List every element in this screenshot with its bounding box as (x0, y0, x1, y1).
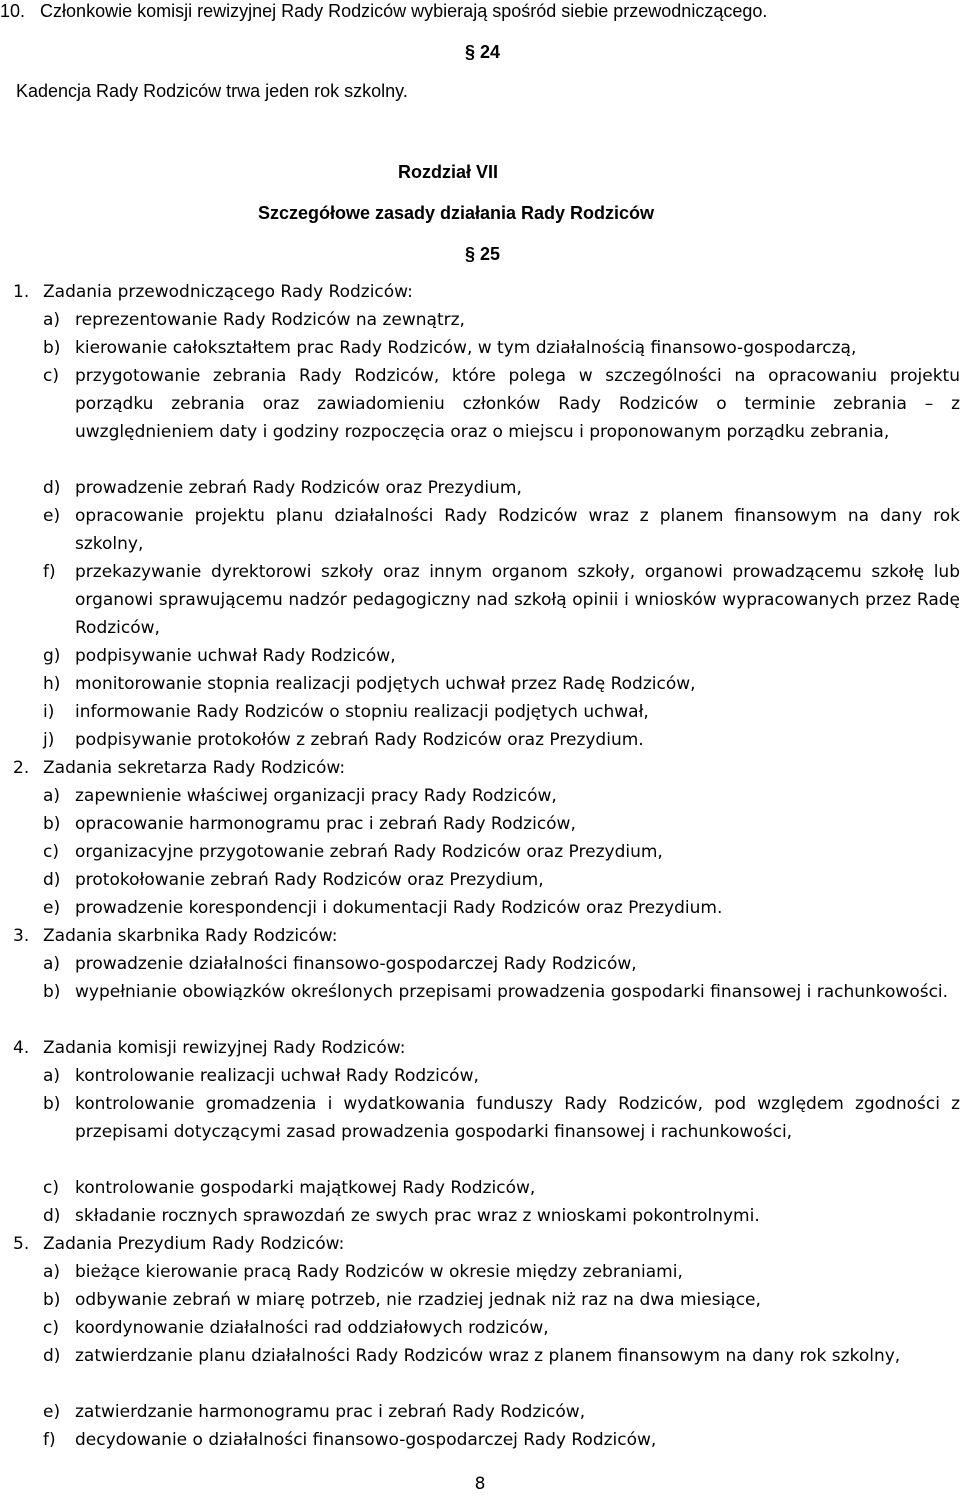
list-item-letter: b) (43, 982, 61, 1002)
list-item-letter: h) (43, 674, 61, 694)
list-item-text: zatwierdzanie harmonogramu prac i zebrań Rady Rodziców, (75, 1402, 586, 1422)
kadencja-text: Kadencja Rady Rodziców trwa jeden rok szkolny. (16, 81, 408, 101)
list-item-letter: d) (43, 870, 61, 890)
paragraph-25-heading: § 25 (465, 244, 501, 264)
point-10-text: Członkowie komisji rewizyjnej Rady Rodziców wybierają spośród siebie przewodniczącego. (40, 1, 768, 21)
list-item-letter: b) (43, 338, 61, 358)
point-10 (0, 0, 767, 22)
chapter-subtitle: Szczegółowe zasady działania Rady Rodziców (257, 203, 655, 223)
list-item-text: informowanie Rady Rodziców o stopniu realizacji podjętych uchwał, (75, 702, 649, 722)
page-number: 8 (474, 1474, 486, 1494)
list-item-letter: c) (43, 842, 59, 862)
list-item-letter: b) (43, 814, 61, 834)
list-item-letter: e) (43, 898, 61, 918)
list-item-text: organizacyjne przygotowanie zebrań Rady Rodziców oraz Prezydium, (75, 842, 663, 862)
list-item-text: odbywanie zebrań w miarę potrzeb, nie rzadziej jednak niż raz na dwa miesiące, (75, 1290, 761, 1310)
list-item-letter: f) (43, 1430, 56, 1450)
list-item-letter: d) (43, 478, 61, 498)
section-number: 3. (13, 926, 30, 946)
section-number: 1. (13, 282, 30, 302)
list-item-text: prowadzenie korespondencji i dokumentacji Rady Rodziców oraz Prezydium. (75, 898, 723, 918)
list-item-letter: e) (43, 1402, 61, 1422)
section-title: Zadania sekretarza Rady Rodziców: (43, 758, 346, 778)
list-item-text: przekazywanie dyrektorowi szkoły oraz innym organom szkoły, organowi prowadzącemu szkołę lub organowi sprawującemu nadzór pedagogiczny nad szkołą opinii i wniosków wypracowanych przez Radę Rodziców, (75, 562, 960, 638)
list-item-letter: i) (43, 702, 55, 722)
list-item-text: koordynowanie działalności rad oddziałowych rodziców, (75, 1318, 549, 1338)
list-item-text: kierowanie całokształtem prac Rady Rodziców, w tym działalnością finansowo-gospodarczą, (75, 338, 857, 358)
list-item-letter: a) (43, 1262, 61, 1282)
list-item-letter: a) (43, 786, 61, 806)
list-item-letter: g) (43, 646, 61, 666)
list-item-text: protokołowanie zebrań Rady Rodziców oraz Prezydium, (75, 870, 544, 890)
list-item-letter: b) (43, 1290, 61, 1310)
list-item-text: prowadzenie działalności finansowo-gospodarczej Rady Rodziców, (75, 954, 637, 974)
list-item-text: składanie rocznych sprawozdań ze swych prac wraz z wnioskami pokontrolnymi. (75, 1206, 760, 1226)
list-item-letter: j) (43, 730, 55, 750)
list-item-text: reprezentowanie Rady Rodziców na zewnątrz, (75, 310, 465, 330)
list-item-text: bieżące kierowanie pracą Rady Rodziców w okresie między zebraniami, (75, 1262, 683, 1282)
list-item-letter: f) (43, 562, 56, 582)
list-item-letter: a) (43, 310, 61, 330)
list-item-letter: c) (43, 1178, 59, 1198)
section-number: 2. (13, 758, 30, 778)
section-title: Zadania komisji rewizyjnej Rady Rodziców: (43, 1038, 406, 1058)
list-item-text: zapewnienie właściwej organizacji pracy Rady Rodziców, (75, 786, 557, 806)
chapter-title: Rozdział VII (397, 162, 498, 182)
list-item-letter: d) (43, 1206, 61, 1226)
list-item-text: monitorowanie stopnia realizacji podjętych uchwał przez Radę Rodziców, (75, 674, 696, 694)
list-item-letter: d) (43, 1346, 61, 1366)
section-number: 5. (13, 1234, 30, 1254)
list-item-text: opracowanie harmonogramu prac i zebrań Rady Rodziców, (75, 814, 576, 834)
list-item-text: zatwierdzanie planu działalności Rady Rodziców wraz z planem finansowym na dany rok szkolny, (75, 1346, 901, 1366)
list-item-letter: a) (43, 954, 61, 974)
section-title: Zadania Prezydium Rady Rodziców: (43, 1234, 345, 1254)
list-item-text: decydowanie o działalności finansowo-gospodarczej Rady Rodziców, (75, 1430, 657, 1450)
list-item-text: kontrolowanie gospodarki majątkowej Rady Rodziców, (75, 1178, 536, 1198)
list-item-text: wypełnianie obowiązków określonych przepisami prowadzenia gospodarki finansowej i rachunkowości. (75, 982, 949, 1002)
list-item-text: kontrolowanie realizacji uchwał Rady Rodziców, (75, 1066, 479, 1086)
section-title: Zadania skarbnika Rady Rodziców: (43, 926, 338, 946)
list-item-text: opracowanie projektu planu działalności Rady Rodziców wraz z planem finansowym na dany rok szkolny, (75, 506, 960, 554)
section-title: Zadania przewodniczącego Rady Rodziców: (43, 282, 413, 302)
list-item-text: podpisywanie protokołów z zebrań Rady Rodziców oraz Prezydium. (75, 730, 644, 750)
list-item-letter: b) (43, 1094, 61, 1114)
list-item-letter: c) (43, 1318, 59, 1338)
list-item-text: przygotowanie zebrania Rady Rodziców, które polega w szczególności na opracowaniu projektu porządku zebrania oraz zawiadomieniu członków Rady Rodziców o terminie zebrania – z uwzględnieniem daty i godziny rozpoczęcia oraz o miejscu i proponowanym porządku zebrania, (75, 366, 960, 442)
paragraph-24-heading: § 24 (465, 42, 501, 62)
point-10-number: 10. (0, 1, 26, 21)
list-item-text: podpisywanie uchwał Rady Rodziców, (75, 646, 396, 666)
list-item-letter: a) (43, 1066, 61, 1086)
list-item-letter: e) (43, 506, 61, 526)
list-item-letter: c) (43, 366, 59, 386)
list-item-text: prowadzenie zebrań Rady Rodziców oraz Prezydium, (75, 478, 522, 498)
list-item-text: kontrolowanie gromadzenia i wydatkowania funduszy Rady Rodziców, pod względem zgodności z przepisami dotyczącymi zasad prowadzenia gospodarki finansowej i rachunkowości, (75, 1094, 960, 1142)
section-number: 4. (13, 1038, 30, 1058)
